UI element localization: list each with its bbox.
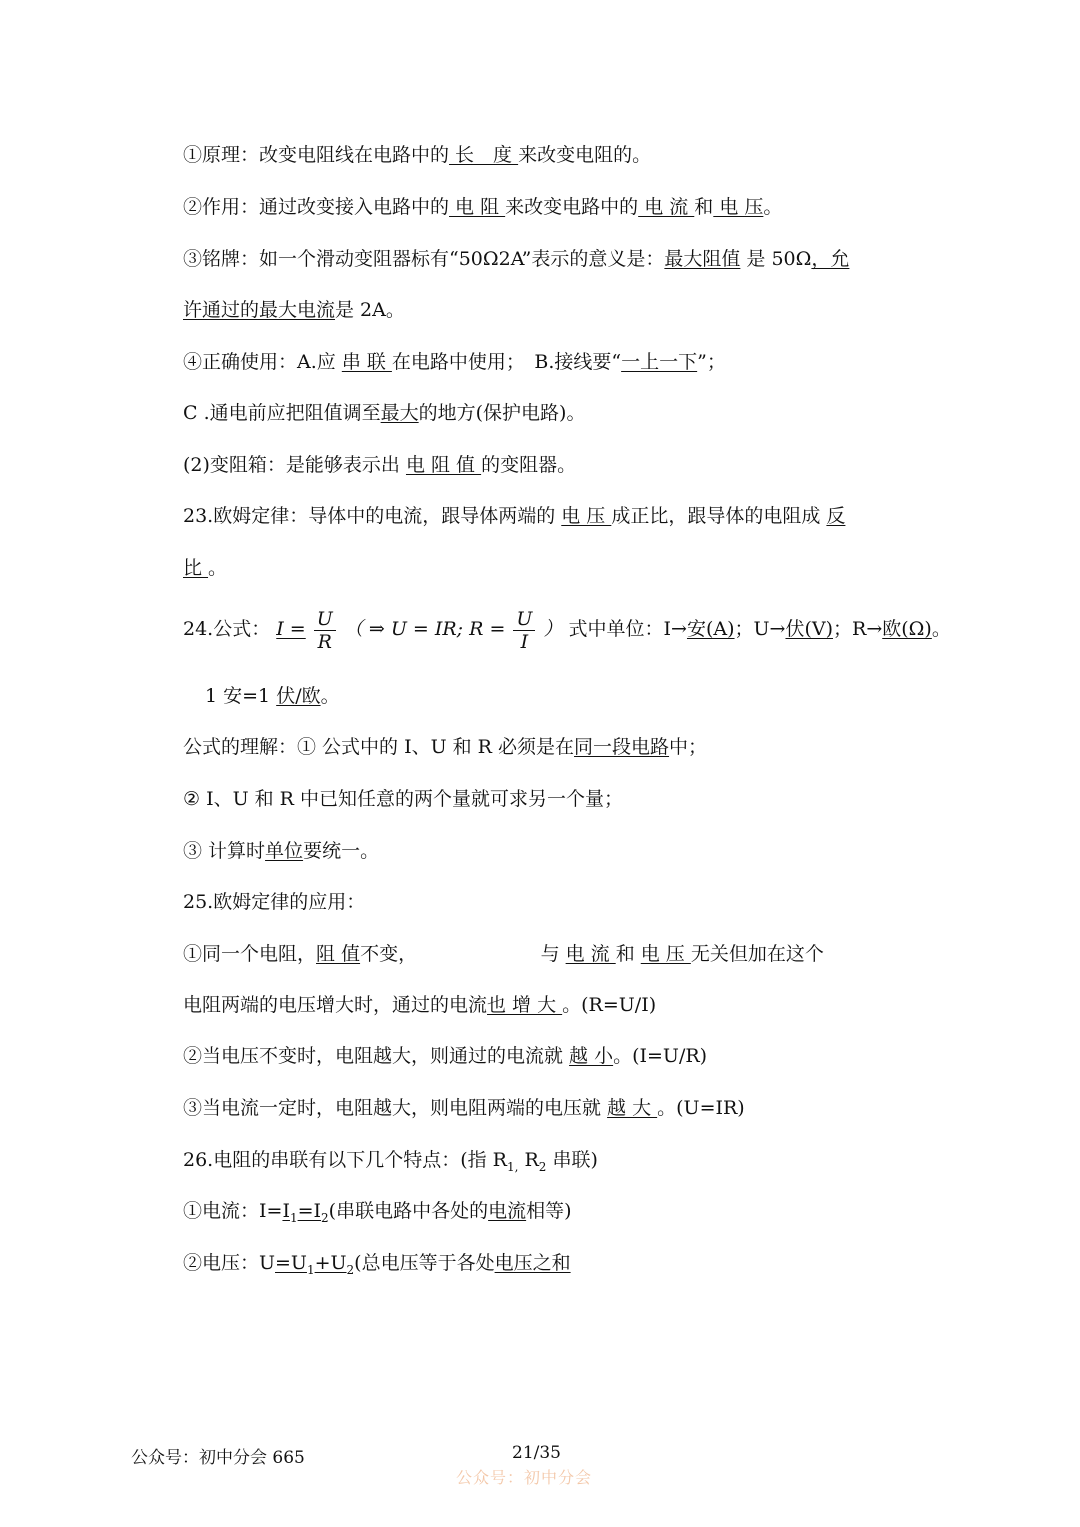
answer-blank: 电 阻 值 [405, 454, 482, 476]
answer-blank: 单位 [265, 840, 304, 862]
text: 来改变电路中的 [505, 196, 639, 218]
text-line-application-1 [183, 941, 903, 967]
text-line-nameplate [183, 246, 903, 272]
answer-blank: ，允 [811, 248, 850, 270]
answer-blank: 电 流 [565, 943, 616, 965]
text: ③ 计算时 [183, 840, 266, 862]
watermark: 公众号：初中分会 [456, 1468, 593, 1487]
text-line-application-heading [183, 889, 903, 915]
text-line-formula [183, 607, 951, 653]
answer-blank: 伏/欧 [276, 685, 321, 707]
text: 电阻两端的电压增大时，通过的电流 [183, 994, 488, 1016]
formula-paren: ） [543, 618, 563, 640]
text-line-usage [183, 349, 903, 375]
text: 26.电阻的串联有以下几个特点：(指 R [183, 1149, 507, 1171]
answer-blank: 越 大 [607, 1097, 658, 1119]
text: ③铭牌：如一个滑动变阻器标有“50Ω2A”表示的意义是： [183, 248, 665, 270]
text: ；U→ [734, 618, 786, 640]
text: (串联电路中各处的 [328, 1200, 489, 1222]
answer-blank: 许通过的最大电流 [183, 299, 336, 321]
answer-blank: 反 [826, 505, 846, 527]
text-line-application-1-cont [183, 992, 903, 1018]
subscript: 2 [346, 1262, 355, 1277]
answer-blank: 电 压 [561, 505, 612, 527]
text: ①原理：改变电阻线在电路中的 [183, 144, 450, 166]
text: ②当电压不变时，电阻越大，则通过的电流就 [183, 1045, 570, 1067]
answer-blank: 电 阻 [449, 196, 506, 218]
text-line-series-voltage [183, 1250, 903, 1283]
answer-blank: 伏(V) [785, 618, 834, 640]
fraction-numerator: U [314, 608, 336, 631]
subscript: 1 [306, 1262, 315, 1277]
text: ①电流：I= [183, 1200, 283, 1222]
text-line-application-2 [183, 1043, 903, 1069]
text: 公式的理解：① 公式中的 I、U 和 R 必须是在 [183, 736, 575, 758]
text: 。(I=U/R) [613, 1045, 708, 1067]
fraction-denominator: R [317, 630, 332, 653]
answer-blank: 电流 [488, 1200, 527, 1222]
answer-blank: 越 小 [569, 1045, 614, 1067]
text: 在电路中使用； B.接线要“ [391, 351, 622, 373]
fraction-u-over-r [314, 608, 336, 653]
text: 要统一。 [303, 840, 380, 862]
fraction-u-over-i [513, 608, 535, 653]
text-line-usage-c [183, 400, 903, 426]
text: 中； [669, 736, 708, 758]
subscript: 1, [506, 1159, 519, 1174]
subscript: 1 [289, 1210, 298, 1225]
subscript: 2 [321, 1210, 329, 1225]
text: I [282, 1200, 290, 1222]
answer-blank: 最大 [380, 402, 419, 424]
text: ①同一个电阻， [183, 943, 317, 965]
text: R [518, 1149, 539, 1171]
text-line-series-current [183, 1198, 903, 1231]
answer-blank: 电 压 [713, 196, 764, 218]
text: 是 50Ω [740, 248, 812, 270]
text: 。(R=U/I) [562, 994, 657, 1016]
text: ③当电流一定时，电阻越大，则电阻两端的电压就 [183, 1097, 608, 1119]
formula-ohms-law [276, 607, 568, 653]
text: 25.欧姆定律的应用： [183, 891, 366, 913]
text: 。 [320, 685, 340, 707]
text: ；R→ [833, 618, 883, 640]
answer-blank: 欧(Ω) [882, 618, 932, 640]
text-line-ohms-law [183, 503, 903, 529]
text: 不变， 与 [360, 943, 566, 965]
text: 。 [208, 557, 228, 579]
answer-blank: 安(A) [686, 618, 735, 640]
text-line-nameplate-cont [183, 297, 903, 323]
text: =U [275, 1252, 307, 1274]
page-number: 21/35 [512, 1443, 561, 1463]
answer-blank: 也 增 大 [487, 994, 563, 1016]
answer-blank: 电 流 [638, 196, 695, 218]
underlined-formula [282, 1200, 329, 1225]
text: 24.公式： [183, 618, 271, 640]
text: ”； [697, 351, 726, 373]
text: 式中单位：I→ [568, 618, 687, 640]
fraction-numerator: U [513, 608, 535, 631]
answer-blank: 同一段电路 [574, 736, 670, 758]
text: +U [314, 1252, 347, 1274]
underlined-formula [275, 1252, 355, 1277]
footer-account: 公众号：初中分会 665 [131, 1448, 305, 1468]
text: 来改变电阻的。 [518, 144, 652, 166]
text: 无关但加在这个 [690, 943, 824, 965]
answer-blank: 串 联 [341, 351, 392, 373]
text: 的地方(保护电路)。 [418, 402, 586, 424]
text: 的变阻器。 [481, 454, 577, 476]
answer-blank: 阻 值 [316, 943, 361, 965]
text-line-unit [205, 683, 925, 709]
text: 相等) [526, 1200, 572, 1222]
answer-blank: 最大阻值 [664, 248, 741, 270]
text: (总电压等于各处 [354, 1252, 495, 1274]
fraction-denominator: I [520, 630, 529, 653]
answer-blank: 电压之和 [494, 1252, 571, 1274]
text: 和 [615, 943, 641, 965]
text: 。 [763, 196, 783, 218]
text: ②电压：U [183, 1252, 276, 1274]
text: (2)变阻箱：是能够表示出 [183, 454, 406, 476]
text: 。 [931, 618, 951, 640]
text-line-understanding-3 [183, 838, 903, 864]
answer-blank: 电 压 [640, 943, 691, 965]
text: =I [297, 1200, 322, 1222]
formula-derived: （ ⇒ U = IR; R = [343, 618, 506, 640]
text-line-understanding-2 [183, 786, 903, 812]
formula-lhs: I = [276, 618, 306, 640]
text: 。(U=IR) [657, 1097, 745, 1119]
text-line-resistance-box [183, 452, 903, 478]
text-line-series-heading [183, 1147, 903, 1180]
text-line-principle [183, 142, 903, 168]
text: ④正确使用：A.应 [183, 351, 342, 373]
answer-blank: 比 [183, 557, 209, 579]
text-line-application-3 [183, 1095, 903, 1121]
text: 串联) [546, 1149, 598, 1171]
text: ②作用：通过改变接入电路中的 [183, 196, 450, 218]
text: 1 安=1 [205, 685, 277, 707]
answer-blank: 长 度 [449, 144, 519, 166]
subscript: 2 [538, 1159, 547, 1174]
text-line-understanding-1 [183, 734, 903, 760]
text: 23.欧姆定律：导体中的电流，跟导体两端的 [183, 505, 562, 527]
text-line-function [183, 194, 903, 220]
text: C .通电前应把阻值调至 [183, 402, 381, 424]
text: 是 2A。 [335, 299, 405, 321]
text: 和 [694, 196, 714, 218]
text: ② I、U 和 R 中已知任意的两个量就可求另一个量； [183, 788, 624, 810]
text-line-ohms-law-cont [183, 555, 903, 581]
answer-blank: 一上一下 [621, 351, 698, 373]
text: 成正比，跟导体的电阻成 [611, 505, 827, 527]
